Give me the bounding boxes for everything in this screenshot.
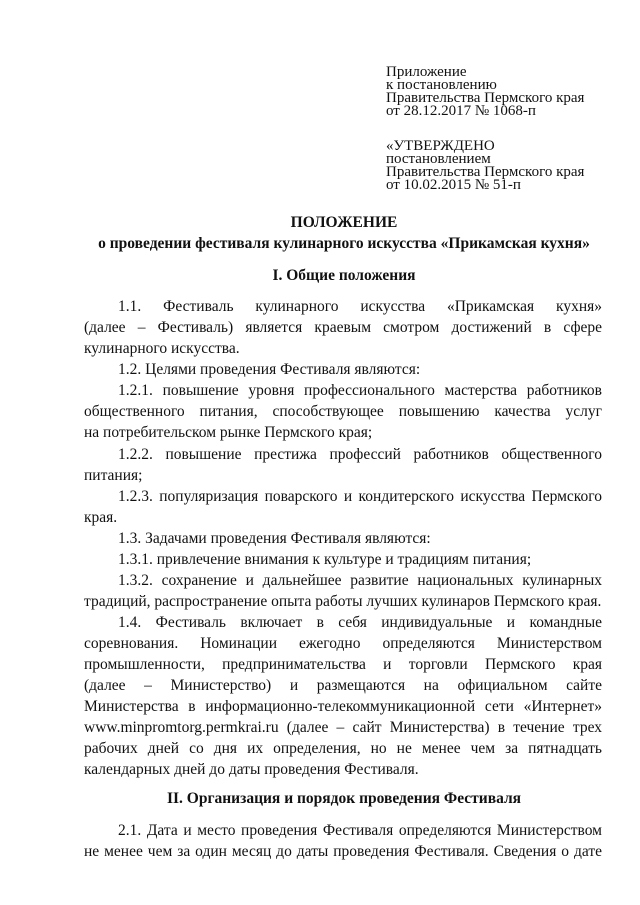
paragraph-1-2-2-line: питания; [84, 467, 143, 484]
appendix-block [386, 66, 584, 118]
paragraph-1-4-line: соревнования. Номинации ежегодно определяются Министерством [84, 635, 602, 652]
paragraph-1-2-2-line: 1.2.2. повышение престижа профессий работников общественного [118, 446, 602, 463]
paragraph-1-2-line: 1.2. Целями проведения Фестиваля являются: [118, 361, 421, 378]
paragraph-1-2-3-line: края. [84, 509, 118, 526]
section-heading-1: I. Общие положения [272, 267, 416, 284]
paragraph-1-1-line: кулинарного искусства. [84, 340, 240, 357]
paragraph-1-4-line: Министерства в информационно-телекоммуникационной сети «Интернет» [84, 698, 602, 715]
appendix-line: Приложение [386, 64, 467, 80]
paragraph-1-4-line: промышленности, предпринимательства и торговли Пермского края [84, 656, 602, 673]
document-title: ПОЛОЖЕНИЕ [290, 214, 398, 231]
paragraph-1-4-line: www.minpromtorg.permkrai.ru (далее – сайт Министерства) в течение трех [84, 719, 602, 736]
paragraph-1-1-line: 1.1. Фестиваль кулинарного искусства «Прикамская кухня» [118, 298, 602, 315]
approval-block [386, 140, 584, 192]
paragraph-2-1-line: 2.1. Дата и место проведения Фестиваля определяются Министерством [118, 822, 602, 839]
paragraph-1-2-1-line: общественного питания, способствующее повышению качества услуг [84, 403, 602, 420]
approval-line: постановлением [386, 151, 491, 167]
document-subtitle: о проведении фестиваля кулинарного искусства «Прикамская кухня» [98, 235, 590, 252]
approval-line: от 10.02.2015 № 51-п [386, 177, 521, 193]
paragraph-1-4-line: (далее – Министерство) и размещаются на официальном сайте [84, 677, 602, 694]
paragraph-1-4-line: рабочих дней со дня их определения, но не менее чем за пятнадцать [84, 740, 602, 757]
paragraph-1-2-1-line: 1.2.1. повышение уровня профессионального мастерства работников [118, 382, 602, 399]
paragraph-1-1-line: (далее – Фестиваль) является краевым смотром достижений в сфере [84, 319, 602, 336]
paragraph-2-1-line: не менее чем за один месяц до даты проведения Фестиваля. Сведения о дате [84, 843, 602, 860]
approval-line: Правительства Пермского края [386, 164, 585, 180]
paragraph-1-2-3-line: 1.2.3. популяризация поварского и кондитерского искусства Пермского [118, 488, 602, 505]
paragraph-1-3-2-line: 1.3.2. сохранение и дальнейшее развитие национальных кулинарных [118, 572, 602, 589]
appendix-line: Правительства Пермского края [386, 90, 585, 106]
appendix-line: к постановлению [386, 77, 497, 93]
paragraph-1-3-2-line: традиций, распространение опыта работы лучших кулинаров Пермского края. [84, 593, 602, 610]
appendix-line: от 28.12.2017 № 1068-п [386, 103, 536, 119]
paragraph-1-4-line: календарных дней до даты проведения Фестиваля. [84, 761, 419, 778]
paragraph-1-3-1-line: 1.3.1. привлечение внимания к культуре и традициям питания; [118, 551, 532, 568]
paragraph-1-3-line: 1.3. Задачами проведения Фестиваля являются: [118, 530, 431, 547]
paragraph-1-2-1-line: на потребительском рынке Пермского края; [84, 424, 373, 441]
paragraph-1-4-line: 1.4. Фестиваль включает в себя индивидуальные и командные [118, 614, 602, 631]
section-heading-2: II. Организация и порядок проведения Фестиваля [166, 790, 522, 807]
approval-line: «УТВЕРЖДЕНО [386, 138, 495, 154]
